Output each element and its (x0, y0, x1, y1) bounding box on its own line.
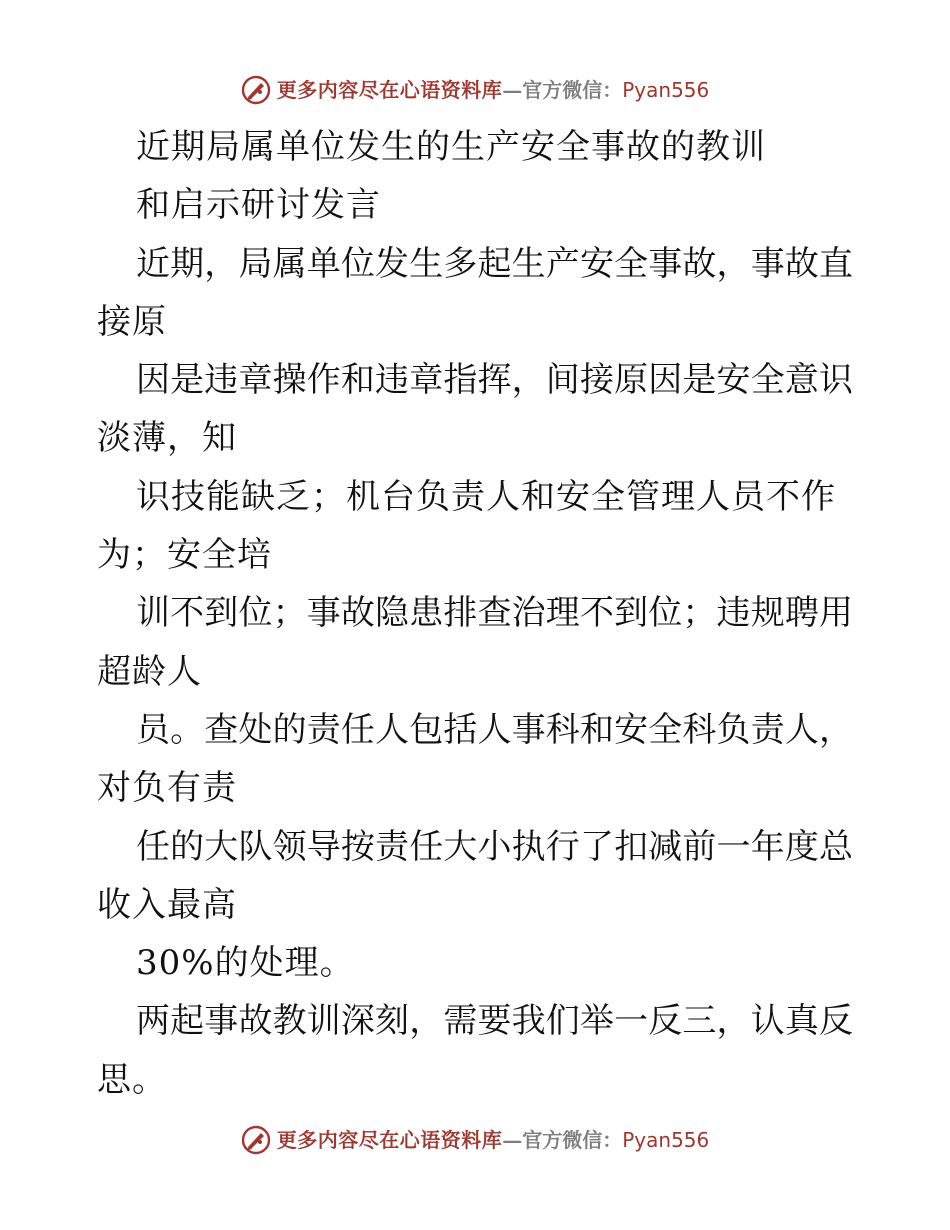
watermark-wechat-label: 官方微信： (522, 1128, 623, 1152)
watermark-dash: — (502, 1128, 523, 1152)
doc-text-line: 员。查处的责任人包括人事科和安全科负责人， (136, 709, 853, 750)
doc-text-line: 淡薄，知 (97, 418, 237, 459)
doc-text-line: 因是违章操作和违章指挥，间接原因是安全意识 (136, 360, 853, 401)
watermark-text: 更多内容尽在心语资料库 (276, 78, 503, 102)
quill-pen-logo-icon (241, 75, 271, 105)
watermark-wechat-label: 官方微信： (522, 78, 623, 102)
doc-text-line: 两起事故教训深刻，需要我们举一反三，认真反 (136, 1001, 853, 1042)
doc-text-line: 收入最高 (97, 884, 237, 925)
doc-text-line: 识技能缺乏；机台负责人和安全管理人员不作 (136, 476, 836, 517)
quill-pen-logo-icon (241, 1125, 271, 1155)
doc-text-line: 训不到位；事故隐患排查治理不到位；违规聘用 (136, 593, 853, 634)
watermark-text: 更多内容尽在心语资料库 (276, 1128, 503, 1152)
document-body (97, 118, 853, 1109)
watermark-header (0, 70, 950, 110)
watermark-wechat-id: Pyan556 (622, 78, 710, 102)
doc-text-line: 任的大队领导按责任大小执行了扣减前一年度总 (136, 826, 853, 867)
doc-text-line: 为；安全培 (97, 535, 272, 576)
doc-text-line: 30%的处理。 (136, 943, 355, 984)
watermark-dash: — (502, 78, 523, 102)
doc-text-line: 对负有责 (97, 768, 237, 809)
watermark-wechat-id: Pyan556 (622, 1128, 710, 1152)
doc-title-line-1: 近期局属单位发生的生产安全事故的教训 (136, 127, 766, 167)
watermark-footer (0, 1120, 950, 1160)
doc-text-line: 思。 (97, 1059, 167, 1100)
doc-text-line: 近期，局属单位发生多起生产安全事故，事故直 (136, 243, 853, 284)
doc-text-line: 接原 (97, 301, 167, 342)
doc-text-line: 超龄人 (97, 651, 202, 692)
doc-title-line-2: 和启示研讨发言 (136, 185, 381, 226)
